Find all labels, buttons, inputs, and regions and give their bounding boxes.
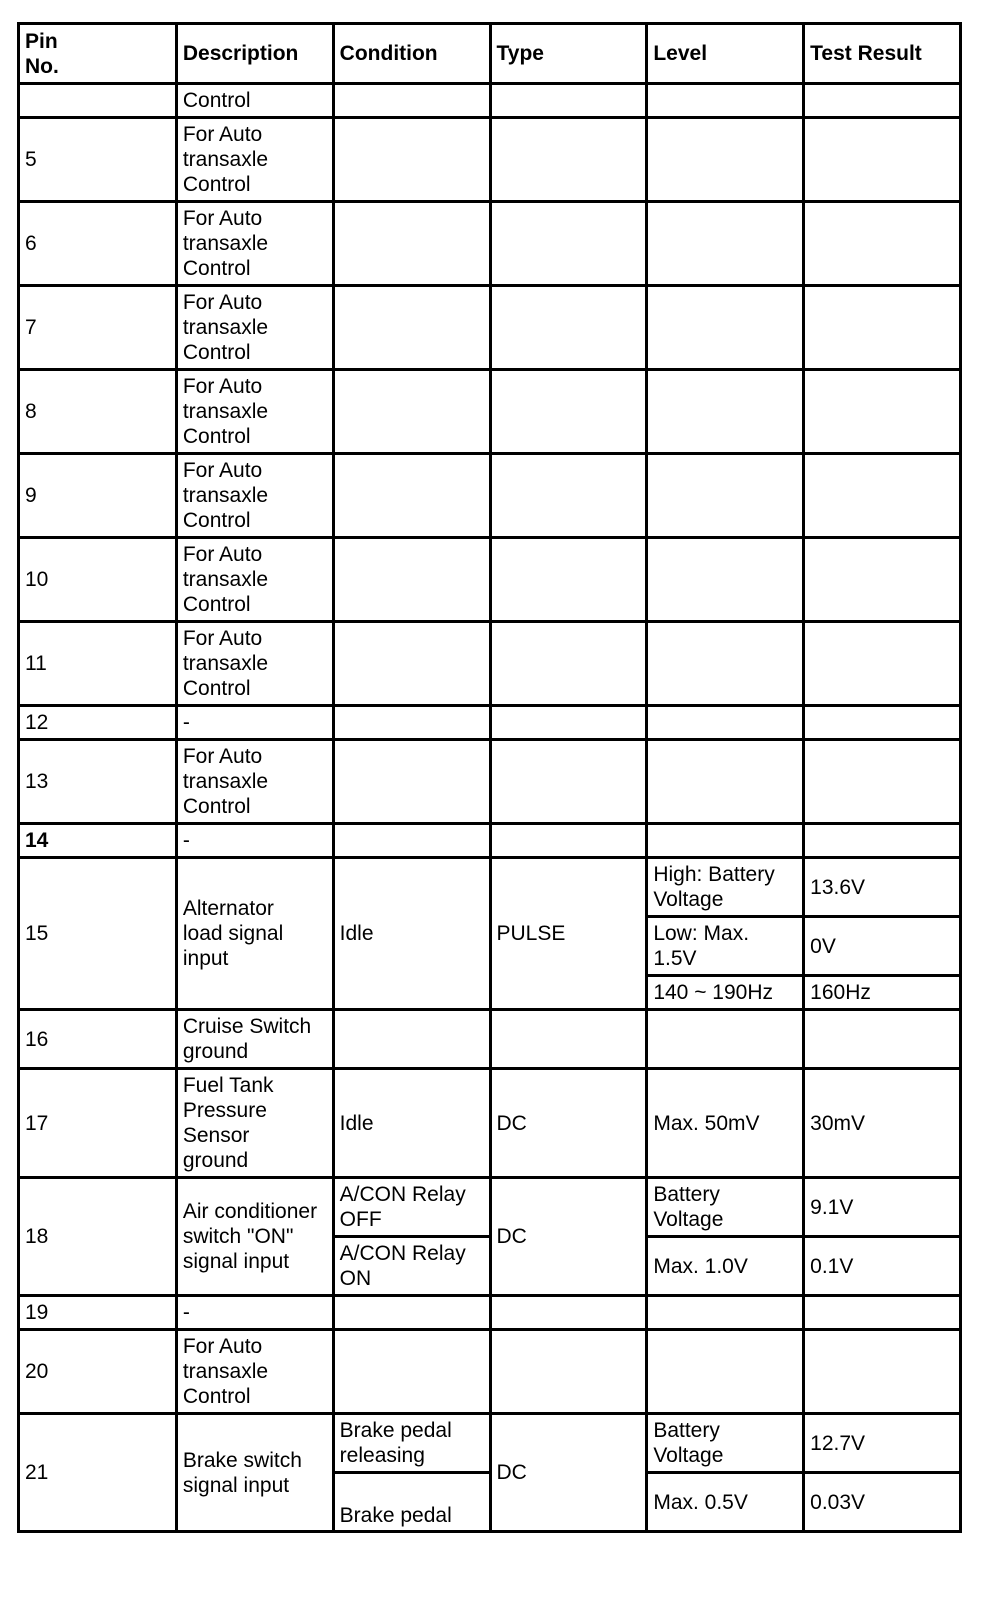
pin-cell: 18 xyxy=(19,1178,177,1296)
table-row xyxy=(19,1069,961,1178)
description-cell: Cruise Switch ground xyxy=(176,1010,333,1069)
level-cell: Max. 50mV xyxy=(647,1069,804,1178)
description-cell: For Auto transaxle Control xyxy=(176,370,333,454)
description-cell: For Auto transaxle Control xyxy=(176,286,333,370)
result-cell: 12.7V xyxy=(804,1414,961,1473)
level-cell: Battery Voltage xyxy=(647,1414,804,1473)
pin-cell: 5 xyxy=(19,118,177,202)
result-cell: 0.03V xyxy=(804,1473,961,1532)
table-row xyxy=(19,706,961,740)
table-row xyxy=(19,824,961,858)
description-cell: For Auto transaxle Control xyxy=(176,740,333,824)
level-cell: Battery Voltage xyxy=(647,1178,804,1237)
description-cell: For Auto transaxle Control xyxy=(176,622,333,706)
header-pin: Pin No. xyxy=(19,24,177,84)
condition-cell: A/CON Relay OFF xyxy=(333,1178,490,1237)
result-cell: 160Hz xyxy=(804,976,961,1010)
condition-cell: A/CON Relay ON xyxy=(333,1237,490,1296)
result-cell: 30mV xyxy=(804,1069,961,1178)
table-row xyxy=(19,1296,961,1330)
table-row xyxy=(19,202,961,286)
description-cell: Fuel Tank Pressure Sensor ground xyxy=(176,1069,333,1178)
table-row xyxy=(19,622,961,706)
condition-cell: Brake pedal releasing xyxy=(333,1414,490,1473)
pin-cell: 19 xyxy=(19,1296,177,1330)
level-cell: 140 ~ 190Hz xyxy=(647,976,804,1010)
description-cell: For Auto transaxle Control xyxy=(176,454,333,538)
pin-cell: 13 xyxy=(19,740,177,824)
table-row xyxy=(19,1010,961,1069)
header-level: Level xyxy=(647,24,804,84)
level-cell: Max. 0.5V xyxy=(647,1473,804,1532)
result-cell: 9.1V xyxy=(804,1178,961,1237)
description-cell: Air conditioner switch "ON" signal input xyxy=(176,1178,333,1296)
pin-cell: 14 xyxy=(19,824,177,858)
pin-cell: 6 xyxy=(19,202,177,286)
pin-cell: 11 xyxy=(19,622,177,706)
result-cell: 0.1V xyxy=(804,1237,961,1296)
pin-cell: 10 xyxy=(19,538,177,622)
pin-test-table xyxy=(17,22,962,1533)
type-cell: DC xyxy=(490,1178,647,1296)
level-cell: High: Battery Voltage xyxy=(647,858,804,917)
description-cell: - xyxy=(176,706,333,740)
table-row xyxy=(19,740,961,824)
table-row xyxy=(19,286,961,370)
header-test-result: Test Result xyxy=(804,24,961,84)
condition-cell: Idle xyxy=(333,1069,490,1178)
result-cell: 13.6V xyxy=(804,858,961,917)
table-row xyxy=(19,858,961,917)
description-cell: - xyxy=(176,824,333,858)
pin-cell: 15 xyxy=(19,858,177,1010)
description-cell: Brake switch signal input xyxy=(176,1414,333,1532)
table-row xyxy=(19,1178,961,1237)
table-row xyxy=(19,454,961,538)
pin-cell: 21 xyxy=(19,1414,177,1532)
description-cell: - xyxy=(176,1296,333,1330)
condition-cell: Brake pedal xyxy=(333,1473,490,1532)
type-cell: DC xyxy=(490,1069,647,1178)
level-cell: Max. 1.0V xyxy=(647,1237,804,1296)
pin-cell: 20 xyxy=(19,1330,177,1414)
header-row xyxy=(19,24,961,84)
table-row xyxy=(19,370,961,454)
pin-cell: 16 xyxy=(19,1010,177,1069)
header-type: Type xyxy=(490,24,647,84)
header-condition: Condition xyxy=(333,24,490,84)
pin-cell xyxy=(19,84,177,118)
description-cell: For Auto transaxle Control xyxy=(176,202,333,286)
description-cell: For Auto transaxle Control xyxy=(176,1330,333,1414)
table-row xyxy=(19,1330,961,1414)
table-row xyxy=(19,538,961,622)
header-description: Description xyxy=(176,24,333,84)
pin-cell: 9 xyxy=(19,454,177,538)
description-cell: Alternator load signal input xyxy=(176,858,333,1010)
description-cell: Control xyxy=(176,84,333,118)
type-cell: PULSE xyxy=(490,858,647,1010)
pin-cell: 17 xyxy=(19,1069,177,1178)
pin-cell: 8 xyxy=(19,370,177,454)
description-cell: For Auto transaxle Control xyxy=(176,538,333,622)
pin-cell: 7 xyxy=(19,286,177,370)
type-cell: DC xyxy=(490,1414,647,1532)
table-row xyxy=(19,1414,961,1473)
result-cell: 0V xyxy=(804,917,961,976)
level-cell: Low: Max. 1.5V xyxy=(647,917,804,976)
table-row xyxy=(19,118,961,202)
description-cell: For Auto transaxle Control xyxy=(176,118,333,202)
pin-cell: 12 xyxy=(19,706,177,740)
table-row xyxy=(19,84,961,118)
condition-cell: Idle xyxy=(333,858,490,1010)
